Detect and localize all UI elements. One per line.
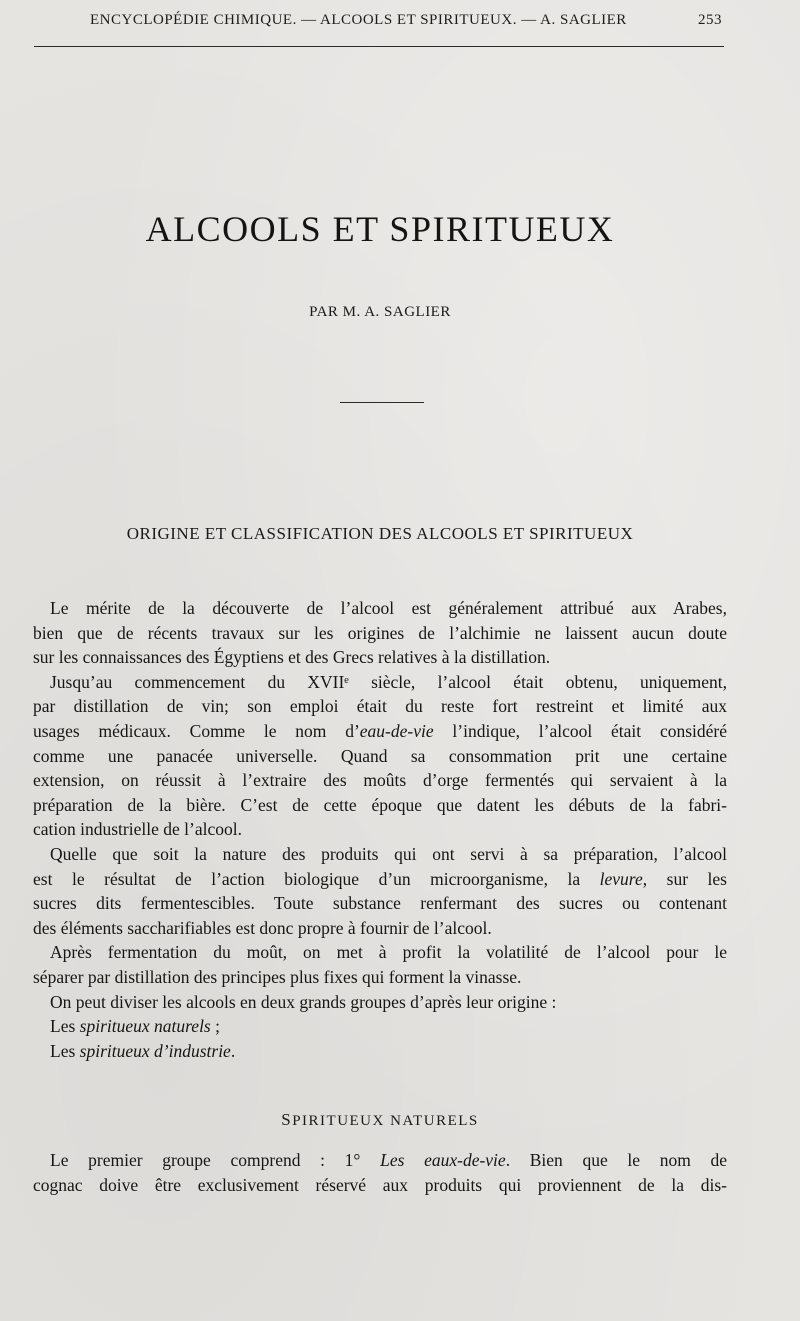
paragraph-line: Le premier groupe comprend : 1° Les eaux-de-vie. Bien que le nom de <box>50 1150 727 1170</box>
page-number: 253 <box>698 12 722 28</box>
italic-term: eau-de-vie <box>359 720 434 741</box>
paragraph-line: préparation de la bière. C’est de cette époque que datent les débuts de la fabri- <box>33 794 727 815</box>
paragraph-line: extension, on réussit à l’extraire des moûts d’orge fermentés qui servaient à la <box>33 770 727 791</box>
italic-term: Les eaux-de-vie <box>380 1150 506 1170</box>
paragraph-line: On peut diviser les alcools en deux grands groupes d’après leur origine : <box>50 991 557 1012</box>
italic-term: spiritueux naturels <box>79 1016 211 1037</box>
subsection-heading: SPIRITUEUX NATURELS <box>281 1110 479 1129</box>
body-text <box>33 596 727 1063</box>
list-item: Les spiritueux d’industrie. <box>50 1040 236 1061</box>
body-text-continued <box>33 1148 727 1197</box>
header-rule <box>34 46 724 47</box>
running-header <box>80 12 720 36</box>
running-title: ENCYCLOPÉDIE CHIMIQUE. — ALCOOLS ET SPIRITUEUX. — A. SAGLIER <box>90 12 627 28</box>
paragraph-line: Quelle que soit la nature des produits qui ont servi à sa préparation, l’alcool <box>50 843 727 864</box>
paragraph-line: comme une panacée universelle. Quand sa consommation prit une certaine <box>33 745 727 766</box>
italic-term: levure <box>599 868 643 889</box>
paragraph-line: sur les connaissances des Égyptiens et des Grecs relatives à la distillation. <box>33 647 551 668</box>
author-byline: PAR M. A. SAGLIER <box>309 304 451 320</box>
paragraph-line: usages médicaux. Comme le nom d’eau-de-vie l’indique, l’alcool était considéré <box>33 720 727 741</box>
paragraph-line: cognac doive être exclusivement réservé aux produits qui proviennent de la dis- <box>33 1174 727 1195</box>
list-item: Les spiritueux naturels ; <box>50 1016 220 1037</box>
paragraph-line: sucres dits fermentescibles. Toute substance renfermant des sucres ou contenant <box>33 893 727 914</box>
paragraph-line: des éléments saccharifiables est donc propre à fournir de l’alcool. <box>33 917 492 938</box>
paragraph-line: Jusqu’au commencement du XVIIᵉ siècle, l’alcool était obtenu, uniquement, <box>50 671 727 692</box>
paragraph-line: par distillation de vin; son emploi était du reste fort restreint et limité aux <box>33 696 727 717</box>
paragraph-line: Après fermentation du moût, on met à profit la volatilité de l’alcool pour le <box>50 942 727 963</box>
paragraph-line: bien que de récents travaux sur les origines de l’alchimie ne laissent aucun doute <box>33 622 727 643</box>
paragraph-line: est le résultat de l’action biologique d’un microorganisme, la levure, sur les <box>33 868 727 889</box>
paragraph-line: cation industrielle de l’alcool. <box>33 819 242 840</box>
title-rule <box>340 402 424 403</box>
section-heading: ORIGINE ET CLASSIFICATION DES ALCOOLS ET SPIRITUEUX <box>126 524 634 543</box>
italic-term: spiritueux d’industrie <box>79 1040 231 1061</box>
paragraph-line: séparer par distillation des principes plus fixes qui forment la vinasse. <box>33 966 522 987</box>
article-title: ALCOOLS ET SPIRITUEUX <box>145 209 615 249</box>
paragraph-line: Le mérite de la découverte de l’alcool est généralement attribué aux Arabes, <box>50 598 727 618</box>
